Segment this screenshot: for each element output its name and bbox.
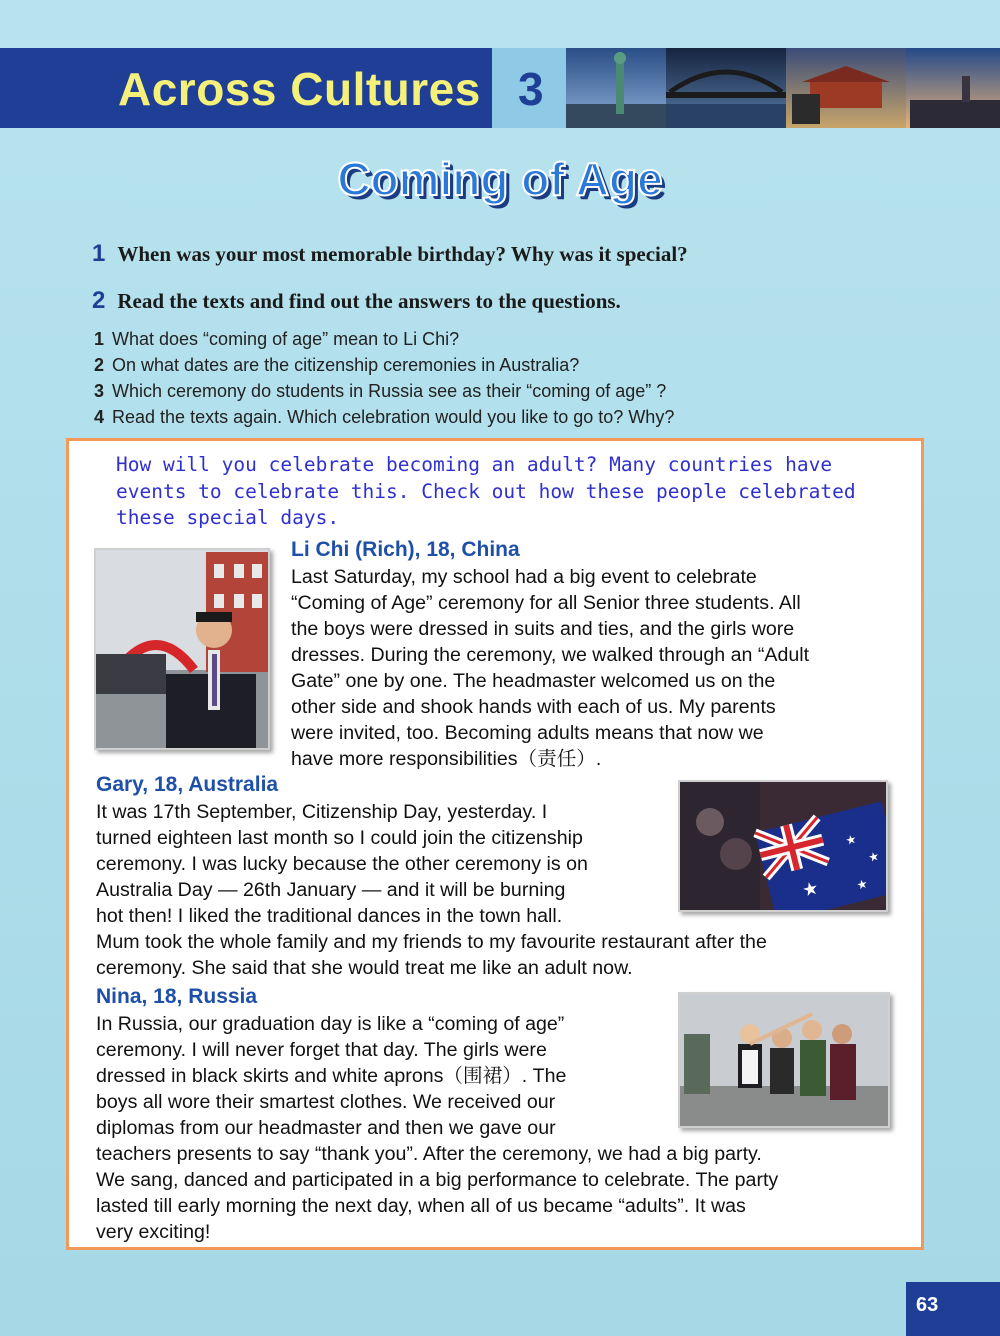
text-line: boys all wore their smartest clothes. We received our: [96, 1091, 556, 1113]
text-line: dresses. During the ceremony, we walked through an “Adult: [291, 644, 810, 666]
entry-heading-li-chi: Li Chi (Rich), 18, China: [291, 538, 520, 561]
activity-text: Read the texts and find out the answers to the questions.: [117, 289, 621, 313]
text-line: were invited, too. Becoming adults means that now we: [291, 722, 764, 744]
text-line: ceremony. She said that she would treat me like an adult now.: [96, 957, 633, 979]
question-number: 2: [94, 355, 105, 375]
li-chi-photo-illustration: [96, 550, 268, 748]
landmarks-photo-strip: [566, 48, 1000, 128]
question-number: 4: [94, 407, 105, 427]
activity-number: 2: [92, 287, 106, 314]
text-line: We sang, danced and participated in a big performance to celebrate. The party: [96, 1169, 779, 1191]
question-4: [94, 407, 674, 428]
australian-flag-photo-illustration: [680, 782, 886, 910]
entry-text-nina-full: [96, 1141, 886, 1245]
text-line: hot then! I liked the traditional dances in the town hall.: [96, 905, 563, 927]
unit-banner: [0, 48, 1000, 128]
text-line: lasted till early morning the next day, when all of us became “adults”. It was: [96, 1195, 746, 1217]
text-line: Mum took the whole family and my friends to my favourite restaurant after the: [96, 931, 767, 953]
svg-text:★: ★: [866, 848, 881, 865]
text-line: have more responsibilities（责任）.: [291, 748, 602, 770]
page-title: Coming of Age: [337, 153, 663, 205]
svg-text:★: ★: [800, 877, 821, 902]
entry-heading-gary: Gary, 18, Australia: [96, 773, 279, 796]
question-number: 1: [94, 329, 105, 349]
text-line: teachers presents to say “thank you”. After the ceremony, we had a big party.: [96, 1143, 762, 1165]
question-text: Read the texts again. Which celebration would you like to go to? Why?: [112, 407, 675, 427]
reading-intro: How will you celebrate becoming an adult? Many countries have events to celebrate this. Check out how these people celebrated these special days.: [116, 453, 856, 529]
graduation-dance-photo-illustration: [680, 994, 888, 1126]
activity-number: 1: [92, 240, 106, 267]
unit-title: Across Cultures: [118, 63, 481, 115]
text-line: diplomas from our headmaster and then we gave our: [96, 1117, 556, 1139]
entry-heading-nina: Nina, 18, Russia: [96, 985, 258, 1008]
landmarks-illustration: [566, 48, 1000, 128]
entry-text-gary-wrapped: [96, 799, 658, 929]
question-2: [94, 355, 579, 376]
question-3: [94, 381, 666, 402]
li-chi-photo: [94, 548, 270, 750]
gary-photo: [678, 780, 888, 912]
unit-number: 3: [518, 63, 544, 115]
text-line: It was 17th September, Citizenship Day, yesterday. I: [96, 801, 548, 823]
unit-number-block: [492, 48, 566, 128]
activity-1: [92, 240, 688, 268]
question-text: On what dates are the citizenship ceremonies in Australia?: [112, 355, 580, 375]
svg-text:★: ★: [855, 876, 869, 893]
page-number-tab: [906, 1282, 1000, 1336]
question-1: [94, 329, 459, 350]
text-line: “Coming of Age” ceremony for all Senior three students. All: [291, 592, 801, 614]
text-line: In Russia, our graduation day is like a “coming of age”: [96, 1013, 565, 1035]
activity-text: When was your most memorable birthday? Why was it special?: [117, 242, 688, 266]
activity-2: [92, 287, 621, 315]
entry-text-nina-wrapped: [96, 1011, 658, 1141]
question-text: Which ceremony do students in Russia see as their “coming of age” ?: [112, 381, 667, 401]
question-number: 3: [94, 381, 105, 401]
text-line: Last Saturday, my school had a big event to celebrate: [291, 566, 757, 588]
nina-photo: [678, 992, 890, 1128]
text-line: ceremony. I will never forget that day. The girls were: [96, 1039, 547, 1061]
banner-title-block: [0, 48, 492, 128]
text-line: Australia Day — 26th January — and it will be burning: [96, 879, 566, 901]
page-number: 63: [916, 1294, 939, 1316]
text-line: other side and shook hands with each of us. My parents: [291, 696, 776, 718]
text-line: the boys were dressed in suits and ties, and the girls wore: [291, 618, 795, 640]
entry-text-gary-full: [96, 929, 886, 981]
text-line: dressed in black skirts and white aprons（围裙）. The: [96, 1065, 567, 1087]
text-line: Gate” one by one. The headmaster welcomed us on the: [291, 670, 776, 692]
text-line: very exciting!: [96, 1221, 211, 1243]
entry-text-li-chi: [291, 564, 885, 772]
text-line: ceremony. I was lucky because the other ceremony is on: [96, 853, 588, 875]
svg-text:★: ★: [844, 831, 858, 848]
text-line: turned eighteen last month so I could join the citizenship: [96, 827, 583, 849]
question-text: What does “coming of age” mean to Li Chi?: [112, 329, 460, 349]
